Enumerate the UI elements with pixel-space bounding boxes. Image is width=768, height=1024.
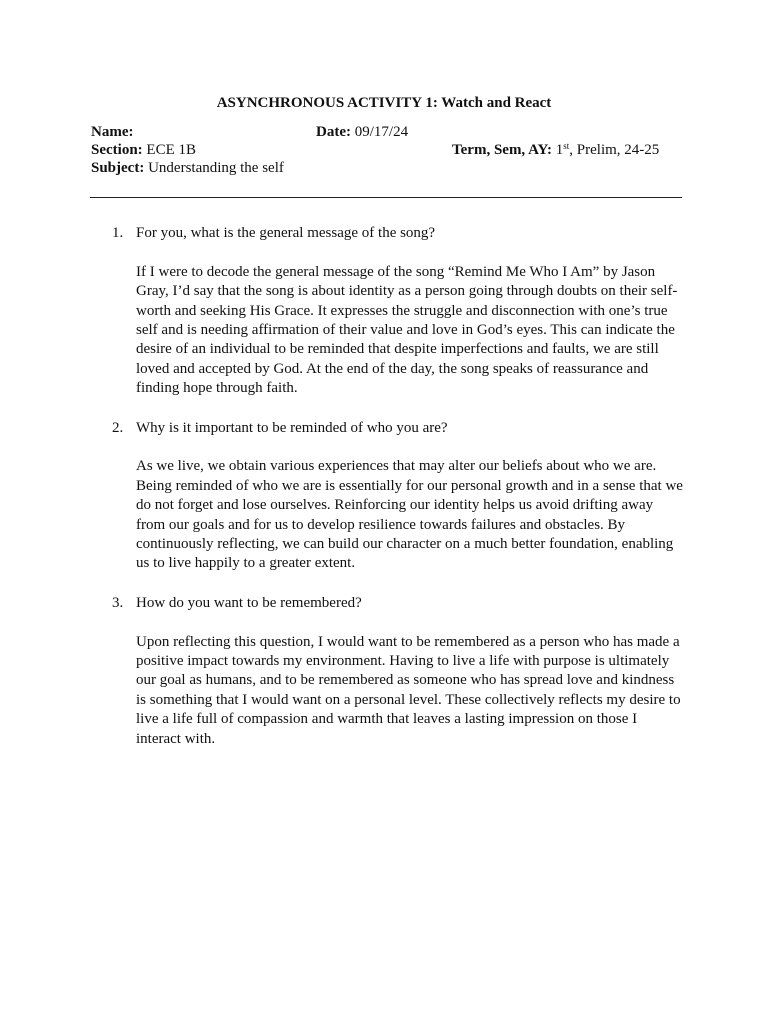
question-text: For you, what is the general message of the song? [136, 225, 436, 241]
section-value: ECE 1B [146, 142, 197, 158]
term-value-superscript: st [563, 141, 570, 151]
question-item [112, 224, 682, 399]
subject-value: Understanding the self [148, 160, 284, 176]
question-item [112, 594, 682, 749]
term-label: Term, Sem, AY: [452, 142, 553, 158]
document-title: ASYNCHRONOUS ACTIVITY 1: Watch and React [216, 95, 552, 111]
date-field [316, 123, 408, 141]
term-field [452, 141, 659, 159]
question-text: How do you want to be remembered? [136, 594, 362, 611]
subject-field [91, 159, 284, 177]
question-number: 3. [112, 594, 124, 611]
subject-label: Subject: [91, 160, 145, 176]
name-label: Name: [91, 124, 134, 140]
question-item [112, 419, 682, 574]
term-value-rest: , Prelim, 24-25 [569, 142, 660, 158]
question-text: Why is it important to be reminded of who you are? [136, 419, 448, 436]
answer-text: As we live, we obtain various experiences that may alter our beliefs about who we are. Being reminded of who we are is essentially for our personal growth and in a sense that we do not forget and lose ourselves. Reinforcing our identity helps us avoid drifting away from our goals and for us to develop resilience towards failures and obstacles. By continuously reflecting, we can build our character on a much better foundation, enabling us to live happily to a greater extent. [136, 458, 683, 572]
question-number: 2. [112, 419, 124, 436]
name-field [91, 123, 133, 141]
section-field [91, 141, 196, 159]
question-number: 1. [112, 225, 124, 241]
answer-text: If I were to decode the general message of the song “Remind Me Who I Am” by Jason Gray, I’d say that the song is about identity as a person going through doubts on their self-worth and seeking His Grace. It expresses the struggle and disconnection with one’s true self and is needing affirmation of their value and love in God’s eyes. This can indicate the desire of an individual to be reminded that despite imperfections and faults, we are still loved and accepted by God. At the end of the day, the song speaks of reassurance and finding hope through faith. [136, 263, 678, 397]
question-list [112, 224, 682, 769]
answer-text: Upon reflecting this question, I would want to be remembered as a person who has made a positive impact towards my environment. Having to live a life with purpose is ultimately our goal as humans, and to be remembered as someone who has spread love and kindness is something that I would want on a personal level. These collectively reflects my desire to live a life full of compassion and warmth that leaves a lasting impression on those I interact with. [136, 633, 681, 747]
section-label: Section: [91, 142, 143, 158]
date-label: Date: [316, 124, 351, 140]
date-value: 09/17/24 [354, 124, 409, 140]
term-value-number: 1 [555, 142, 564, 158]
header-divider [90, 197, 682, 198]
term-value [556, 142, 660, 158]
